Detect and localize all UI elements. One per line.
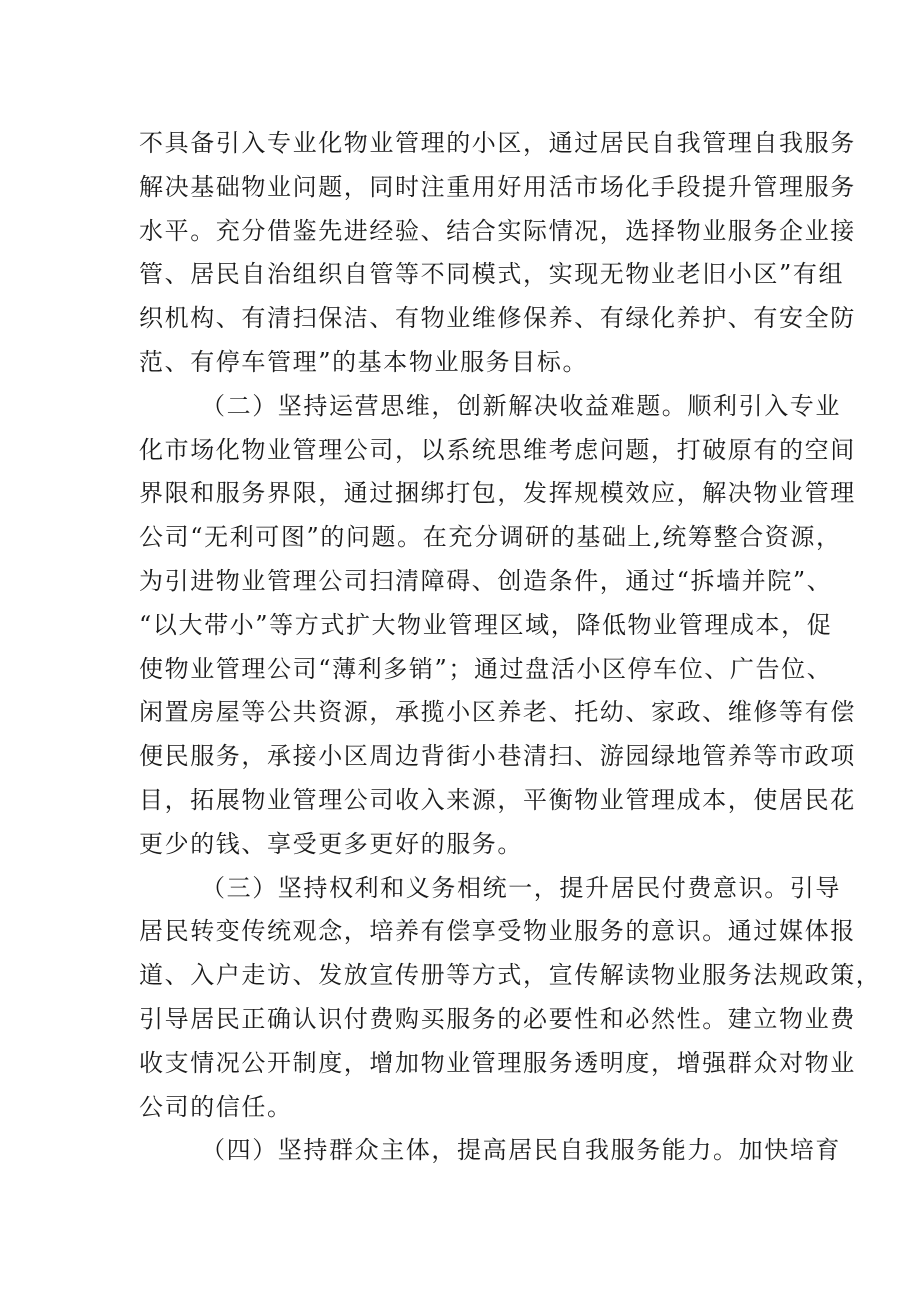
text-line: 闲置房屋等公共资源，承揽小区养老、托幼、家政、维修等有偿 bbox=[139, 698, 856, 727]
paragraph-basic-service bbox=[139, 122, 856, 385]
text-line: 更少的钱、享受更多更好的服务。 bbox=[139, 829, 523, 858]
text-line: 范、有停车管理”的基本物业服务目标。 bbox=[139, 347, 589, 376]
text-line: 引导居民正确认识付费购买服务的必要性和必然性。建立物业费 bbox=[139, 1004, 856, 1033]
text-line: 公司的信任。 bbox=[139, 1092, 293, 1121]
document-body bbox=[139, 122, 882, 1173]
paragraph-mass-subject bbox=[139, 1129, 841, 1173]
text-line: 界限和服务界限，通过捆绑打包，发挥规模效应，解决物业管理 bbox=[139, 479, 856, 508]
text-line: 便民服务，承接小区周边背街小巷清扫、游园绿地管养等市政项 bbox=[139, 742, 856, 771]
text-line: 水平。充分借鉴先进经验、结合实际情况，选择物业服务企业接 bbox=[139, 216, 856, 245]
text-line: 解决基础物业问题，同时注重用好用活市场化手段提升管理服务 bbox=[139, 172, 856, 201]
text-line: （二）坚持运营思维，创新解决收益难题。顺利引入专业 bbox=[201, 391, 841, 420]
paragraph-rights-obligations bbox=[139, 867, 882, 1130]
text-line: 化市场化物业管理公司，以系统思维考虑问题，打破原有的空间 bbox=[139, 435, 856, 464]
text-line: 管、居民自治组织自管等不同模式，实现无物业老旧小区”有组 bbox=[139, 260, 845, 289]
text-line: （三）坚持权利和义务相统一，提升居民付费意识。引导 bbox=[201, 873, 841, 902]
text-line: 收支情况公开制度，增加物业管理服务透明度，增强群众对物业 bbox=[139, 1048, 856, 1077]
text-line: （四）坚持群众主体，提高居民自我服务能力。加快培育 bbox=[201, 1136, 841, 1165]
text-line: 使物业管理公司“薄利多销”；通过盘活小区停车位、广告位、 bbox=[139, 654, 833, 683]
text-line: 织机构、有清扫保洁、有物业维修保养、有绿化养护、有安全防 bbox=[139, 304, 856, 333]
text-line: 不具备引入专业化物业管理的小区，通过居民自我管理自我服务 bbox=[139, 129, 856, 157]
text-line: “以大带小”等方式扩大物业管理区域，降低物业管理成本，促 bbox=[139, 610, 833, 639]
text-line: 道、入户走访、发放宣传册等方式，宣传解读物业服务法规政策， bbox=[139, 961, 882, 990]
paragraph-operation-thinking bbox=[139, 385, 856, 867]
text-line: 居民转变传统观念，培养有偿享受物业服务的意识。通过媒体报 bbox=[139, 917, 856, 946]
text-line: 目，拓展物业管理公司收入来源，平衡物业管理成本，使居民花 bbox=[139, 785, 856, 814]
text-line: 公司“无利可图”的问题。在充分调研的基础上,统筹整合资源， bbox=[139, 523, 842, 552]
text-line: 为引进物业管理公司扫清障碍、创造条件，通过“拆墙并院”、 bbox=[139, 566, 833, 595]
